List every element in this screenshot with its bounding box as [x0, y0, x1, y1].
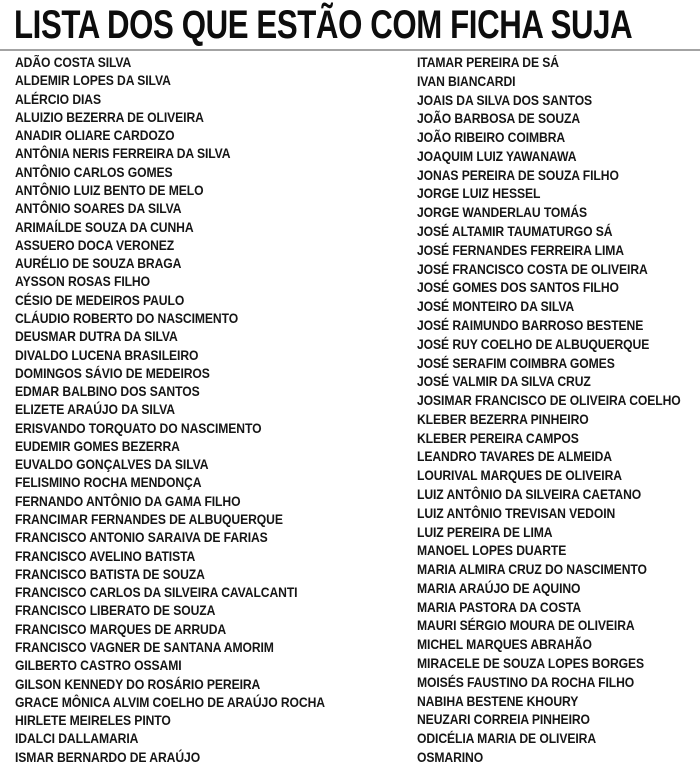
- list-item: MICHEL MARQUES ABRAHÃO: [417, 637, 592, 653]
- list-item: FRANCISCO BATISTA DE SOUZA: [15, 566, 205, 582]
- list-item: MANOEL LOPES DUARTE: [417, 543, 567, 559]
- list-item: FRANCIMAR FERNANDES DE ALBUQUERQUE: [15, 512, 283, 528]
- list-item: DIVALDO LUCENA BRASILEIRO: [15, 347, 199, 363]
- list-item: NABIHA BESTENE KHOURY: [417, 693, 579, 709]
- list-item: ARIMAÍLDE SOUZA DA CUNHA: [15, 219, 194, 235]
- list-item: IDALCI DALLAMARIA: [15, 731, 139, 747]
- list-item: MAURI SÉRGIO MOURA DE OLIVEIRA: [417, 618, 635, 634]
- list-item: JOÃO BARBOSA DE SOUZA: [417, 111, 581, 127]
- list-item: LEANDRO TAVARES DE ALMEIDA: [417, 449, 612, 465]
- list-item: ITAMAR PEREIRA DE SÁ: [417, 55, 559, 70]
- list-item: JOSÉ ALTAMIR TAUMATURGO SÁ: [417, 224, 613, 240]
- list-item: ANTÔNIO SOARES DA SILVA: [15, 201, 182, 217]
- list-item: LOURIVAL MARQUES DE OLIVEIRA: [417, 468, 622, 484]
- list-item: ANTÔNIO LUIZ BENTO DE MELO: [15, 182, 204, 198]
- list-item: JONAS PEREIRA DE SOUZA FILHO: [417, 167, 619, 183]
- names-column-left: [15, 56, 377, 765]
- list-item: KLEBER PEREIRA CAMPOS: [417, 430, 579, 446]
- list-item: ALUIZIO BEZERRA DE OLIVEIRA: [15, 109, 204, 125]
- list-item: DOMINGOS SÁVIO DE MEDEIROS: [15, 365, 210, 381]
- list-item: ANTÔNIA NERIS FERREIRA DA SILVA: [15, 146, 231, 162]
- list-item: FRANCISCO ANTONIO SARAIVA DE FARIAS: [15, 530, 268, 546]
- list-item: FRANCISCO VAGNER DE SANTANA AMORIM: [15, 640, 274, 655]
- list-item: FRANCISCO AVELINO BATISTA: [15, 548, 196, 564]
- list-item: ANTÔNIO CARLOS GOMES: [15, 164, 173, 180]
- list-item: JOSÉ RAIMUNDO BARROSO BESTENE: [417, 317, 644, 333]
- list-item: HIRLETE MEIRELES PINTO: [15, 713, 171, 729]
- list-item: JOAIS DA SILVA DOS SANTOS: [417, 92, 593, 108]
- names-column-right: [417, 55, 681, 765]
- list-item: GRACE MÔNICA ALVIM COELHO DE ARAÚJO ROCHA: [15, 694, 325, 710]
- list-item: JOSIMAR FRANCISCO DE OLIVEIRA COELHO: [417, 393, 681, 409]
- list-item: FRANCISCO LIBERATO DE SOUZA: [15, 603, 216, 619]
- list-item: JORGE WANDERLAU TOMÁS: [417, 205, 588, 221]
- list-item: EUVALDO GONÇALVES DA SILVA: [15, 457, 209, 473]
- list-item: IVAN BIANCARDI: [417, 73, 516, 89]
- list-item: ALÉRCIO DIAS: [15, 91, 102, 107]
- list-item: LUIZ ANTÔNIO TREVISAN VEDOIN: [417, 505, 616, 521]
- list-item: MIRACELE DE SOUZA LOPES BORGES: [417, 656, 645, 671]
- list-item: ERISVANDO TORQUATO DO NASCIMENTO: [15, 420, 262, 436]
- list-item: JOSÉ RUY COELHO DE ALBUQUERQUE: [417, 336, 650, 352]
- list-item: OSMARINO: [417, 749, 484, 765]
- list-item: JOSÉ FERNANDES FERREIRA LIMA: [417, 242, 624, 258]
- list-item: ELIZETE ARAÚJO DA SILVA: [15, 402, 175, 418]
- list-item: JOSÉ FRANCISCO COSTA DE OLIVEIRA: [417, 261, 648, 277]
- list-item: LUIZ ANTÔNIO DA SILVEIRA CAETANO: [417, 486, 642, 502]
- list-item: FRANCISCO CARLOS DA SILVEIRA CAVALCANTI: [15, 585, 298, 601]
- list-item: CÉSIO DE MEDEIROS PAULO: [15, 292, 185, 308]
- list-item: FRANCISCO MARQUES DE ARRUDA: [15, 621, 227, 637]
- list-item: LUIZ PEREIRA DE LIMA: [417, 524, 553, 540]
- list-item: GILBERTO CASTRO OSSAMI: [15, 658, 182, 674]
- list-item: DEUSMAR DUTRA DA SILVA: [15, 329, 178, 345]
- list-item: NEUZARI CORREIA PINHEIRO: [417, 712, 590, 728]
- list-item: FELISMINO ROCHA MENDONÇA: [15, 475, 202, 491]
- list-item: KLEBER BEZERRA PINHEIRO: [417, 411, 589, 427]
- list-item: JOSÉ MONTEIRO DA SILVA: [417, 299, 575, 315]
- list-item: JORGE LUIZ HESSEL: [417, 186, 541, 202]
- page-title: LISTA DOS QUE ESTÃO COM FICHA SUJA: [14, 3, 633, 47]
- list-item: ADÃO COSTA SILVA: [15, 55, 132, 70]
- list-item: JOSÉ VALMIR DA SILVA CRUZ: [417, 374, 591, 390]
- list-item: ANADIR OLIARE CARDOZO: [15, 128, 175, 144]
- list-item: MOISÉS FAUSTINO DA ROCHA FILHO: [417, 674, 635, 690]
- list-item: CLÁUDIO ROBERTO DO NASCIMENTO: [15, 310, 239, 326]
- names-list: [15, 56, 700, 765]
- list-item: ASSUERO DOCA VERONEZ: [15, 237, 175, 253]
- list-item: ALDEMIR LOPES DA SILVA: [15, 73, 171, 89]
- list-item: JOSÉ GOMES DOS SANTOS FILHO: [417, 280, 619, 296]
- title-divider: [0, 49, 700, 51]
- list-item: JOSÉ SERAFIM COIMBRA GOMES: [417, 355, 615, 371]
- list-item: MARIA PASTORA DA COSTA: [417, 599, 582, 615]
- list-item: EDMAR BALBINO DOS SANTOS: [15, 384, 200, 400]
- list-item: MARIA ARAÚJO DE AQUINO: [417, 580, 581, 596]
- list-item: GILSON KENNEDY DO ROSÁRIO PEREIRA: [15, 676, 261, 692]
- list-item: ISMAR BERNARDO DE ARAÚJO: [15, 749, 201, 765]
- list-item: MARIA ALMIRA CRUZ DO NASCIMENTO: [417, 562, 647, 578]
- list-item: AYSSON ROSAS FILHO: [15, 274, 150, 290]
- list-item: JOÃO RIBEIRO COIMBRA: [417, 130, 566, 146]
- list-item: EUDEMIR GOMES BEZERRA: [15, 438, 180, 454]
- list-item: AURÉLIO DE SOUZA BRAGA: [15, 256, 182, 272]
- list-item: FERNANDO ANTÔNIO DA GAMA FILHO: [15, 493, 241, 509]
- list-item: ODICÉLIA MARIA DE OLIVEIRA: [417, 731, 597, 747]
- list-item: JOAQUIM LUIZ YAWANAWA: [417, 148, 577, 164]
